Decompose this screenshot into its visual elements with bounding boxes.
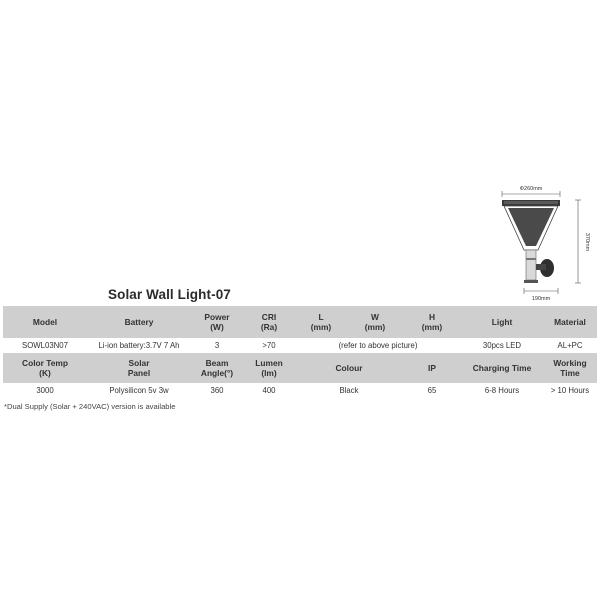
top-dimension-label: Φ260mm (519, 186, 543, 192)
header-solar-panel: Solar Panel (87, 353, 191, 383)
cell-solar-panel: Polysilicon 5v 3w (109, 386, 169, 395)
height-dimension-label: 370mm (584, 232, 590, 252)
cell-material: AL+PC (557, 341, 583, 350)
header-lumen: Lumen (lm) (243, 353, 295, 383)
header-charging-time: Charging Time (461, 353, 543, 383)
header-beam-angle: Beam Angle(°) (191, 353, 243, 383)
cell-cri: >70 (262, 341, 276, 350)
header-light: Light (461, 306, 543, 338)
footnote: *Dual Supply (Solar + 240VAC) version is available (4, 402, 176, 411)
bottom-dimension-label: 190mm (531, 296, 551, 302)
cell-working-time: > 10 Hours (550, 386, 590, 395)
cell-color-temp: 3000 (36, 386, 54, 395)
specification-table (3, 306, 597, 398)
cell-ip: 65 (427, 386, 437, 395)
header-cri: CRI (Ra) (243, 306, 295, 338)
cell-lumen: 400 (262, 386, 276, 395)
product-dimension-drawing (486, 180, 596, 305)
product-title: Solar Wall Light-07 (108, 287, 231, 302)
header-color-temp: Color Temp (K) (3, 353, 87, 383)
cell-power: 3 (214, 341, 220, 350)
spec-data-row-2 (3, 383, 597, 398)
header-power: Power (W) (191, 306, 243, 338)
cell-model: SOWL03N07 (22, 341, 68, 350)
cell-dimensions: (refer to above picture) (338, 341, 418, 350)
solar-wall-light-illustration (486, 180, 596, 305)
header-material: Material (543, 306, 597, 338)
cell-light: 30pcs LED (482, 341, 522, 350)
header-ip: IP (403, 353, 461, 383)
spec-header-row-2 (3, 353, 597, 383)
cell-colour: Black (339, 386, 359, 395)
header-height: H (mm) (403, 306, 461, 338)
header-width: W (mm) (347, 306, 403, 338)
header-model: Model (3, 306, 87, 338)
cell-charging-time: 6-8 Hours (484, 386, 520, 395)
spec-data-row-1 (3, 338, 597, 353)
header-colour: Colour (295, 353, 403, 383)
cell-beam-angle: 360 (210, 386, 224, 395)
cell-battery: Li-ion battery:3.7V 7 Ah (98, 341, 180, 350)
header-length: L (mm) (295, 306, 347, 338)
header-working-time: Working Time (543, 353, 597, 383)
spec-header-row-1 (3, 306, 597, 338)
header-battery: Battery (87, 306, 191, 338)
